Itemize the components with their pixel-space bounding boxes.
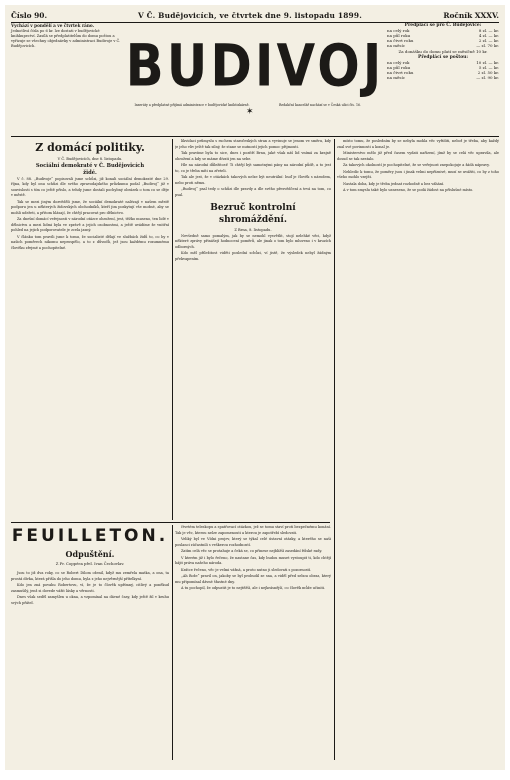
price-row: na celý rok 10 zl. — kr. (387, 60, 499, 65)
subscription-left-head: Předplácí se pro Č. Budějovice: (404, 23, 482, 28)
paragraph: V kterém již i bylo řečeno, že nastane čas, kdy budou muset vystoupit ti, kdo chtějí hájit práva našeho národa. (175, 555, 331, 565)
star-ornament-icon: ✶ (246, 107, 254, 117)
volume: Ročník XXXV. (443, 10, 499, 20)
newspaper-title: BUDIVOJ (125, 32, 385, 100)
newspaper-page (5, 5, 505, 770)
price-row: na měsíc — zl. 90 kr. (387, 75, 499, 80)
paragraph: Hle na národní důležitost! Ti chtějí být samotnými pány na národní půdě, a to jest to, co je třeba míti na zřeteli. (175, 163, 331, 173)
article-2-place: Z Brna, 8. listopadu. (234, 228, 272, 232)
article-title: Z domácí politiky. (35, 141, 145, 154)
price-row: na čtvrt roku 2 zl. — kr. (387, 38, 499, 43)
masthead-subinfo (131, 103, 381, 107)
feuilleton-subtitle: Odpuštění. (65, 549, 115, 559)
paragraph: „Budivoj“ psal tedy o schůzi dle pravdy a dle svého přesvědčení a trvá na tom, co psal. (175, 187, 331, 197)
subscription-right-head: Předplácí se poštou: (418, 55, 468, 60)
column-1 (11, 139, 169, 520)
paragraph: V článku tom pravili jsme k tomu, že socialisté dělají ve službách židů to, co by v našich poměrech nikomu neprospělo, a to z důvodů, jež jsou každému rozumnému člověku zřejmé a pochopitelné. (11, 234, 169, 250)
left-box-text: Jednotlivá čísla po 6 kr. lze dostati v budějovické knihkupectví. Zasílá se předplatitelům do domu poštou a vyřizuje se všechny objednávky v administraci Budivoje v Č. Budějovicích. (11, 29, 121, 48)
masthead-rule (11, 136, 499, 137)
paragraph: Nevšedně samo pomalým, jak by se nemohl vysvětlit, stojí nelehké věci, když některé zprávy přinášejí hodnocení poměrů, ale jinak o tom bylo mluveno i v kruzích odborných. (175, 233, 331, 249)
paragraph: Ministerstvo mělo již před časem vydati nařízení, jímž by se celá věc upravila, ale dosud se tak nestalo. (337, 151, 499, 161)
editorial-info: Redakční kancelář nachází se v Česká ulici čís. 16. (278, 103, 362, 107)
paragraph: Zatím celá věc se protahuje a čeká se, co přinese nejbližší zasedání říšské rady. (181, 549, 323, 553)
paragraph: Tak se mezi jiným dozvěděli jsme, že sociální demokraté nalézají v našem městě podporu jen u některých židovských obchodníků, kteří jim poskytují vše možné, aby se mohli udržeti, a přitom hlásají, že chtějí pracovat pro dělnictvo. (11, 199, 169, 215)
issue-number: Číslo 90. (11, 10, 48, 20)
paragraph: likvidaci průmyslu s ruchem staročeských stran a vyvinuje se jenom ve směru, kdy je jeho vliv ještě tak silný, že stane se nutností jejich pomoc přijmouti. (175, 139, 331, 149)
column-divider (334, 139, 335, 760)
paragraph: Kdo měl příležitost viděti poslední schůzi, ví jistě, že výsledek nebyl žádným překvapením. (175, 251, 331, 261)
feuilleton-column-2 (175, 525, 331, 760)
price-row: na měsíc — zl. 70 kr. (387, 43, 499, 48)
feuilleton-author: Z Fr. Coppéea přel. Ivan Čechovlav. (55, 561, 125, 566)
column-divider (172, 139, 173, 520)
paragraph: místo tomu, že posledním by se nebyla mohla věc vyříditi, neboť je třeba, aby každý znal své povinnosti a konal je. (337, 139, 499, 149)
column-4 (337, 139, 499, 760)
paragraph: Nehledíc k tomu, že poměry jsou i jinak velmi nepříznivé, musí se uvážiti, co by z toho všeho mohlo vzejíti. (337, 169, 499, 179)
paragraph: Za dnešní domácí veřejnosti v národní otázce ohrožení, jest, těžko museno, ten lidé v dělnictvu a mezi lidmi byla ve zprávě a jejich osobnostmi, a ještě uvádíme že vnitřní pohled na jejich podporovatele je zcela jasný. (11, 217, 169, 232)
paragraph: Tak pravíme byla to sice, dnes i pozítří Brnu, jaké však náš lid vnímá za krajně ohrožení a kdy se máme dívati jen na sebe. (175, 151, 331, 161)
subscription-box (387, 23, 499, 80)
paragraph: Krátce řečeno, věc je velmi vážná, a proto nutno ji sledovati s pozorností. (181, 567, 312, 572)
publication-info-box (11, 23, 123, 49)
price-row: na půl roku 5 zl. — kr. (387, 65, 499, 70)
paragraph: Nastala doba, kdy je třeba jednat rozhodně a bez váhání. (343, 181, 445, 186)
paragraph: A v tom smyslu také bylo usneseno, že se podá žádost na příslušné místo. (343, 188, 474, 192)
paragraph: Za takových okolností je pochopitelné, že se veřejnost znepokojuje a žádá nápravy. (343, 163, 490, 167)
feuilleton-title: FEUILLETON. (11, 526, 169, 546)
publication-note: Vychází v pondělí a ve čtvrtek ráno. (11, 23, 95, 28)
column-2 (175, 139, 331, 520)
paragraph: V č. 88. „Budivoje“ popisovali jsme schůzi, již konali sociální demokraté dne 29. října, kdy byl onu schůzi dle svého zpravodajského průzkumu podal „Budivoj“ již v souvislosti s tím co ještě přislo, a tehdy jsme dostali pochybný obrázek o tom co se děje v městě. (11, 176, 169, 197)
price-row: na půl roku 4 zl. — kr. (387, 33, 499, 38)
delivery-note: Za donášku do domu platí se měsíčně 10 kr. (398, 49, 488, 54)
paragraph: Veliký byl ve Vídni projev, který se týkal celé ústavní otázky, a kterého se naši poslanci zúčastnili s veškerou rozhodností. (175, 537, 331, 547)
masthead (11, 23, 499, 135)
feuilleton-rule (11, 522, 330, 523)
article-subtitle: Sociální demokraté v Č. Budějovicích (35, 162, 145, 169)
paragraph: A tu pochopil, že odpustit je to nejtěžší, ale i nejkrásnější, co člověk může učiniti. (181, 586, 326, 590)
paragraph: Jsou to již dva roky, co se Robert Dilom oženil, když mu zemřela matka, a ona, ta prostá dívka, která přišla do jeho domu, byla z jeho nejvěrnější přítelkyní. (11, 571, 169, 581)
feuilleton-column-1 (11, 571, 169, 760)
ads-info: Inseráty a předplatné přijímá administrace v budějovické knihtiskárně. (134, 103, 250, 107)
article-place-date: V Č. Budějovicích, dne 8. listopadu. (57, 157, 123, 161)
price-row: na čtvrt roku 2 zl. 50 kr. (387, 70, 499, 75)
paragraph: Tak ale jest, že v otázkách takových nelze být neutrální: buď je člověk s národem, nebo proti němu. (175, 175, 331, 185)
paragraph: „Ah Bože“ pravil on, jakoby se byl probudil ze sna, a viděl před sebou obraz, který mu připomínal dávné šťastné dny. (175, 574, 331, 584)
paragraph: Dnes však seděl zamyšlen u okna, a vzpomínal na dávné časy, kdy ještě žil v kruhu svých přátel. (11, 595, 169, 605)
article-subtitle-2: židé. (83, 169, 97, 176)
column-divider (172, 525, 173, 760)
paragraph: Kdo jen zná povahu Robertovu, ví, že je to člověk upřímný, citlivý a poněkud zasmušilý, jenž si dovede vážit lásky a věrnosti. (11, 583, 169, 593)
dateline: V Č. Budějovicích, ve čtvrtek dne 9. listopadu 1899. (137, 10, 363, 20)
paragraph: čtvrtém teleskopu a spatřovací otázkou, jež se tomu staví proti bezpečnému konání. Tak je věc, kterou nelze zapomenouti a kterou je zapotřebí sledovati. (175, 525, 331, 535)
price-row: na celý rok 8 zl. — kr. (387, 28, 499, 33)
article-2-title: Bezruč kontrolní shromáždění. (210, 203, 296, 225)
dateline-bar (11, 9, 499, 21)
